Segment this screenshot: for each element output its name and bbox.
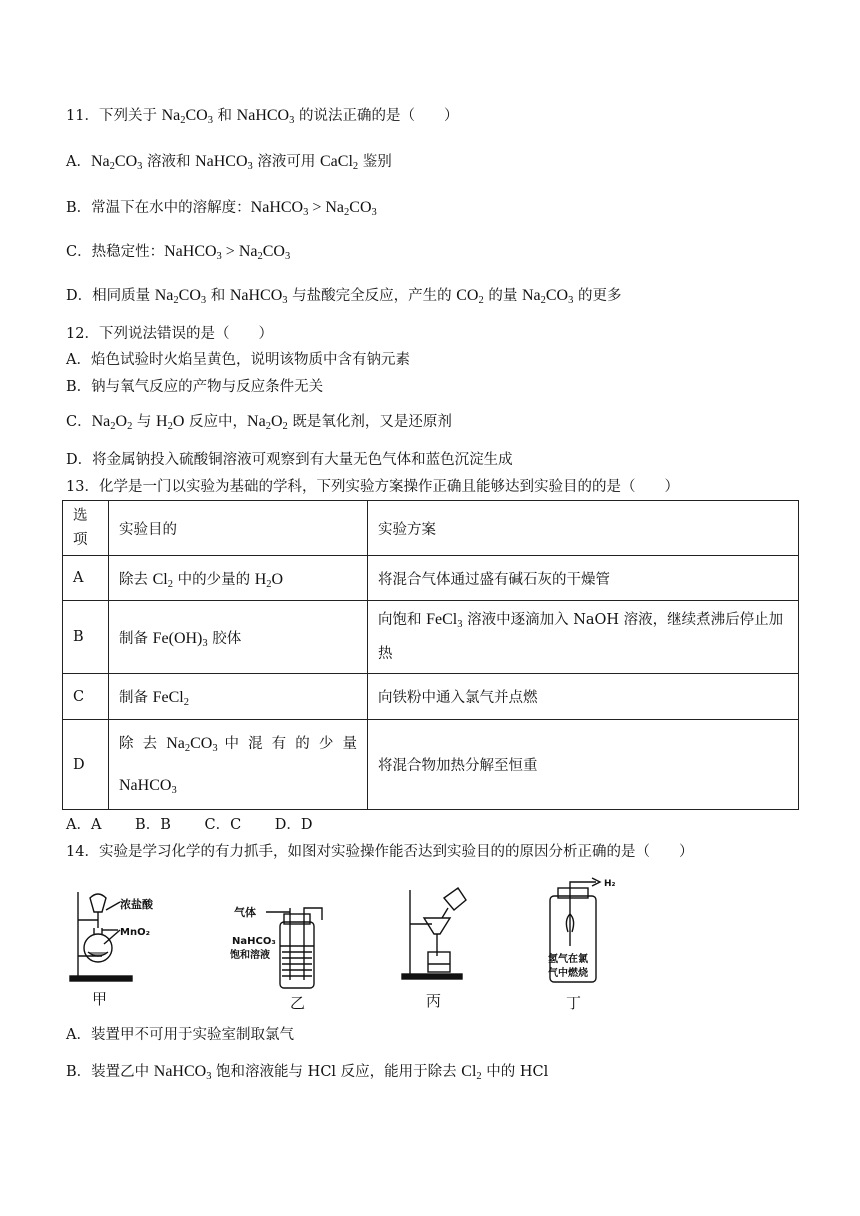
formula-feoh3: $Fe(OH)_3$ [152,629,208,649]
row-option: B [63,601,109,674]
formula-fecl3: FeCl$_3$ [426,611,463,630]
row-plan: 将混合气体通过盛有碱石灰的干燥管 [368,556,799,601]
row-option: C [63,674,109,720]
q11-option-c: C．热稳定性：NaHCO$_3$ > $Na_2CO_3$ [66,243,291,262]
formula-cl2: $Cl_2$ [152,570,173,590]
formula-fecl2: FeCl$_2$ [152,689,189,708]
apparatus-ding-figure [540,874,630,984]
table-row [63,601,799,674]
row-option: D [63,720,109,810]
formula-na2o2: $Na_2O_2$ [91,413,133,432]
formula-na2co3: $Na_2CO_3$ [90,153,143,172]
header-plan: 实验方案 [368,501,799,556]
table-row [63,674,799,720]
q11-option-b: B．常温下在水中的溶解度：NaHCO$_3$ > $Na_2CO_3$ [66,199,377,218]
q13-table [62,500,799,810]
row-goal: 除 去 $Na_2CO_3$ 中 混 有 的 少 量 NaHCO$_3$ [109,720,368,810]
caption-jia: 甲 [92,990,108,1008]
header-option: 选 项 [63,501,109,556]
q11-stem: 11．下列关于 $Na_2CO_3$ 和 NaHCO$_3$ 的说法正确的是（ ） [66,107,459,126]
formula-na2co3: $Na_2CO_3$ [521,287,574,306]
q12-option-d: D．将金属钠投入硫酸铜溶液可观察到有大量无色气体和蓝色沉淀生成 [66,452,513,468]
formula-na2co3: $Na_2CO_3$ [154,287,207,306]
q14-option-b: B．装置乙中 NaHCO$_3$ 饱和溶液能与 HCl 反应，能用于除去 $Cl_2$ 中的 HCl [66,1063,549,1082]
formula-h2o: $H_2O$ [254,570,284,590]
q11-option-a: A．$Na_2CO_3$ 溶液和 NaHCO$_3$ 溶液可用 CaCl$_2$ 鉴别 [66,153,392,172]
label-saturated-solution: 饱和溶液 [230,950,270,961]
row-plan: 将混合物加热分解至恒重 [368,720,799,810]
formula-na2co3: $Na_2CO_3$ [166,734,218,754]
caption-yi: 乙 [290,994,306,1012]
table-row [63,556,799,601]
label-conc-hcl: 浓盐酸 [120,898,153,911]
label-mno2: MnO₂ [120,927,150,938]
row-goal: 除去 $Cl_2$ 中的少量的 $H_2O$ [109,556,368,601]
row-plan: 向饱和 FeCl$_3$ 溶液中逐滴加入 NaOH 溶液，继续煮沸后停止加 热 [368,601,799,674]
q14-option-a: A．装置甲不可用于实验室制取氯气 [66,1027,294,1043]
formula-nahco3: NaHCO$_3$ [250,199,309,218]
formula-cacl2: CaCl$_2$ [320,153,359,172]
formula-na2o2: $Na_2O_2$ [247,413,288,432]
table-header-row [63,501,799,556]
q14-stem: 14．实验是学习化学的有力抓手，如图对实验操作能否达到实验目的的原因分析正确的是（ ） [66,844,694,860]
formula-nahco3: NaHCO$_3$ [236,107,295,126]
caption-ding: 丁 [566,994,582,1012]
q13-stem: 13．化学是一门以实验为基础的学科，下列实验方案操作正确且能够达到实验目的的是（ ） [66,479,679,495]
formula-na2co3: $Na_2CO_3$ [161,107,213,126]
formula-cl2: $Cl_2$ [461,1063,482,1082]
formula-nahco3: NaHCO$_3$ [153,1063,212,1082]
formula-nahco3: NaHCO$_3$ [164,243,222,262]
row-plan: 向铁粉中通入氯气并点燃 [368,674,799,720]
q12-stem: 12．下列说法错误的是（ ） [66,326,273,342]
row-goal: 制备 FeCl$_2$ [109,674,368,720]
apparatus-bing-figure [398,884,478,984]
formula-co2: $CO_2$ [456,287,484,306]
formula-na2co3: $Na_2CO_3$ [238,243,291,262]
row-goal: 制备 $Fe(OH)_3$ 胶体 [109,601,368,674]
apparatus-jia-figure [68,886,180,986]
formula-nahco3: NaHCO$_3$ [195,153,253,172]
label-nahco3: NaHCO₃ [232,936,276,947]
q13-answer-options: A．A B．B C．C D．D [66,817,313,833]
label-h2-burning-1: 氢气在氯 [548,954,588,965]
formula-na2co3: $Na_2CO_3$ [325,199,377,218]
label-h2-burning-2: 气中燃烧 [548,968,588,979]
caption-bing: 丙 [426,992,442,1010]
table-row [63,720,799,810]
row-option: A [63,556,109,601]
q12-option-a: A．焰色试验时火焰呈黄色，说明该物质中含有钠元素 [66,352,410,368]
q12-option-c: C．$Na_2O_2$ 与 $H_2O$ 反应中，$Na_2O_2$ 既是氧化剂，又是还原剂 [66,413,452,432]
formula-nahco3: NaHCO$_3$ [119,776,177,796]
label-h2: H₂ [604,879,616,889]
formula-h2o: $H_2O$ [156,413,185,432]
label-gas: 气体 [234,906,256,919]
q12-option-b: B．钠与氧气反应的产物与反应条件无关 [66,379,324,395]
q11-option-d: D．相同质量 $Na_2CO_3$ 和 NaHCO$_3$ 与盐酸完全反应，产生的 $CO_2$ 的量 $Na_2CO_3$ 的更多 [66,287,622,306]
header-goal: 实验目的 [109,501,368,556]
apparatus-yi-figure [230,900,330,990]
formula-nahco3: NaHCO$_3$ [229,287,288,306]
